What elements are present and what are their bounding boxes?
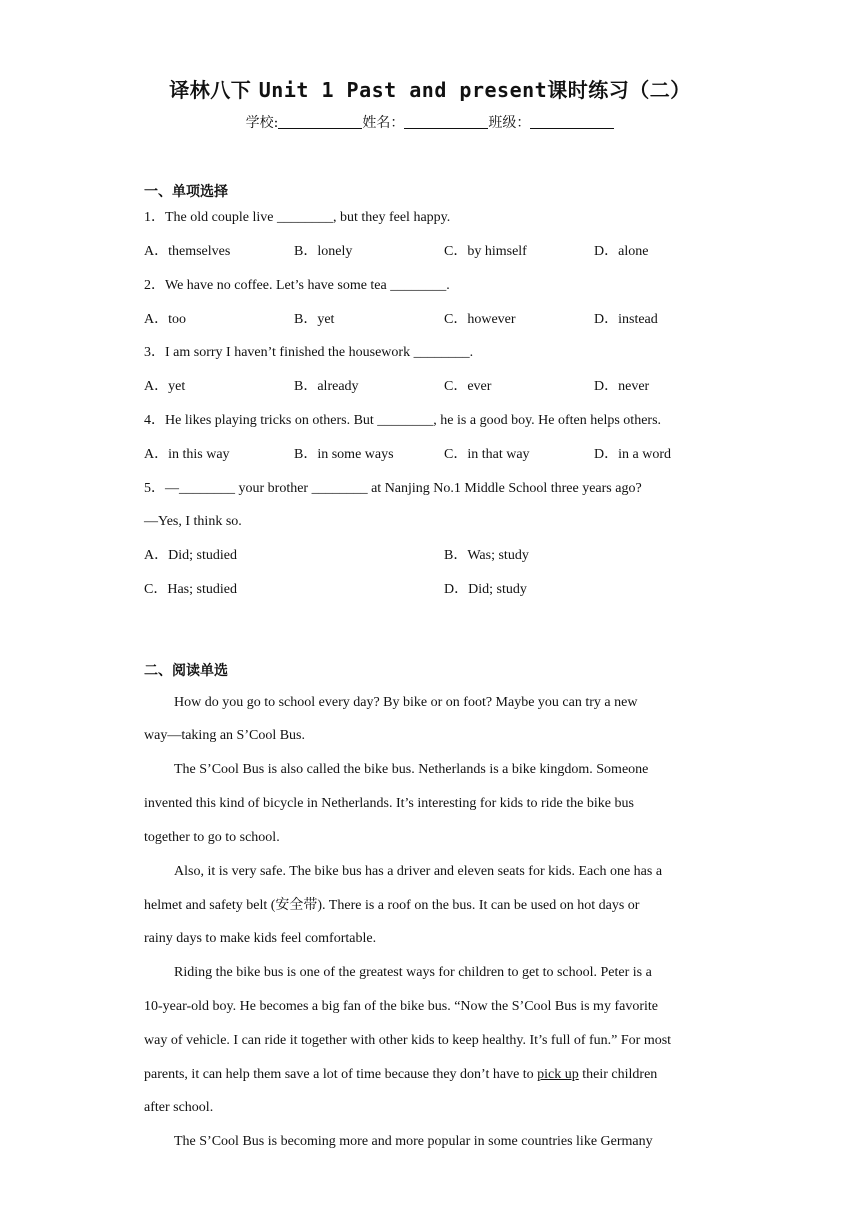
name-blank (404, 114, 488, 129)
title-en-part: Unit 1 Past and present (258, 78, 548, 102)
passage-line: way of vehicle. I can ride it together with other kids to keep healthy. It’s full of fun.” For most (144, 1033, 672, 1048)
passage-line: rainy days to make kids feel comfortable. (144, 931, 377, 946)
school-blank (278, 114, 362, 129)
q2-stem: 2．We have no coffee. Let’s have some tea ________. (144, 278, 450, 293)
q1-option-a: A．themselves (144, 244, 231, 259)
section2-heading: 二、阅读单选 (144, 663, 228, 679)
passage-line: The S’Cool Bus is also called the bike bus. Netherlands is a bike kingdom. Someone (174, 762, 649, 777)
q3-option-a: A．yet (144, 379, 186, 394)
underlined-phrase: pick up (537, 1067, 579, 1082)
q4-stem: 4．He likes playing tricks on others. But ________, he is a good boy. He often helps others. (144, 413, 662, 428)
q1-option-d: D．alone (594, 244, 649, 259)
q4-option-c: C．in that way (444, 447, 530, 462)
title-cn-part2: 课时练习（二） (547, 78, 691, 102)
q5-option-c: C．Has; studied (144, 582, 237, 597)
q4-option-a: A．in this way (144, 447, 230, 462)
q1-stem: 1．The old couple live ________, but they feel happy. (144, 210, 451, 225)
q2-option-d: D．instead (594, 312, 658, 327)
q5-option-d: D．Did; study (444, 582, 527, 597)
name-label: 姓名： (362, 115, 405, 131)
class-label: 班级： (488, 115, 531, 131)
passage-line: helmet and safety belt (安全带). There is a roof on the bus. It can be used on hot days or (144, 898, 640, 913)
passage-line: 10-year-old boy. He becomes a big fan of the bike bus. “Now the S’Cool Bus is my favorite (144, 999, 658, 1014)
passage-line: The S’Cool Bus is becoming more and more popular in some countries like Germany (174, 1134, 653, 1149)
passage-line: Riding the bike bus is one of the greatest ways for children to get to school. Peter is a (174, 965, 652, 980)
school-label: 学校: (245, 115, 279, 131)
q5-stem-reply: —Yes, I think so. (144, 514, 242, 529)
page-title (0, 74, 860, 103)
class-blank (530, 114, 614, 129)
passage-line: after school. (144, 1100, 214, 1115)
q2-option-b: B．yet (294, 312, 335, 327)
q3-option-c: C．ever (444, 379, 492, 394)
passage-line (144, 1066, 657, 1084)
section1-heading: 一、单项选择 (144, 184, 228, 200)
passage-line: way—taking an S’Cool Bus. (144, 728, 305, 743)
passage-text: their children (578, 1067, 658, 1082)
q5-option-a: A．Did; studied (144, 548, 237, 563)
q1-option-b: B．lonely (294, 244, 353, 259)
passage-line: together to go to school. (144, 830, 280, 845)
q3-option-d: D．never (594, 379, 650, 394)
passage-text: parents, it can help them save a lot of time because they don’t have to (144, 1067, 538, 1082)
q4-option-d: D．in a word (594, 447, 671, 462)
passage-line: invented this kind of bicycle in Netherlands. It’s interesting for kids to ride the bike bus (144, 796, 634, 811)
q5-option-b: B．Was; study (444, 548, 529, 563)
q1-option-c: C．by himself (444, 244, 527, 259)
passage-line: Also, it is very safe. The bike bus has a driver and eleven seats for kids. Each one has a (174, 864, 663, 879)
passage-line: How do you go to school every day? By bike or on foot? Maybe you can try a new (174, 695, 638, 710)
q3-stem: 3．I am sorry I haven’t finished the housework ________. (144, 345, 474, 360)
q2-option-c: C．however (444, 312, 516, 327)
q4-option-b: B．in some ways (294, 447, 394, 462)
student-info-line (0, 112, 860, 132)
q3-option-b: B．already (294, 379, 359, 394)
q2-option-a: A．too (144, 312, 186, 327)
title-cn-part1: 译林八下 (169, 78, 252, 102)
q5-stem: 5．—________ your brother ________ at Nanjing No.1 Middle School three years ago? (144, 481, 642, 496)
